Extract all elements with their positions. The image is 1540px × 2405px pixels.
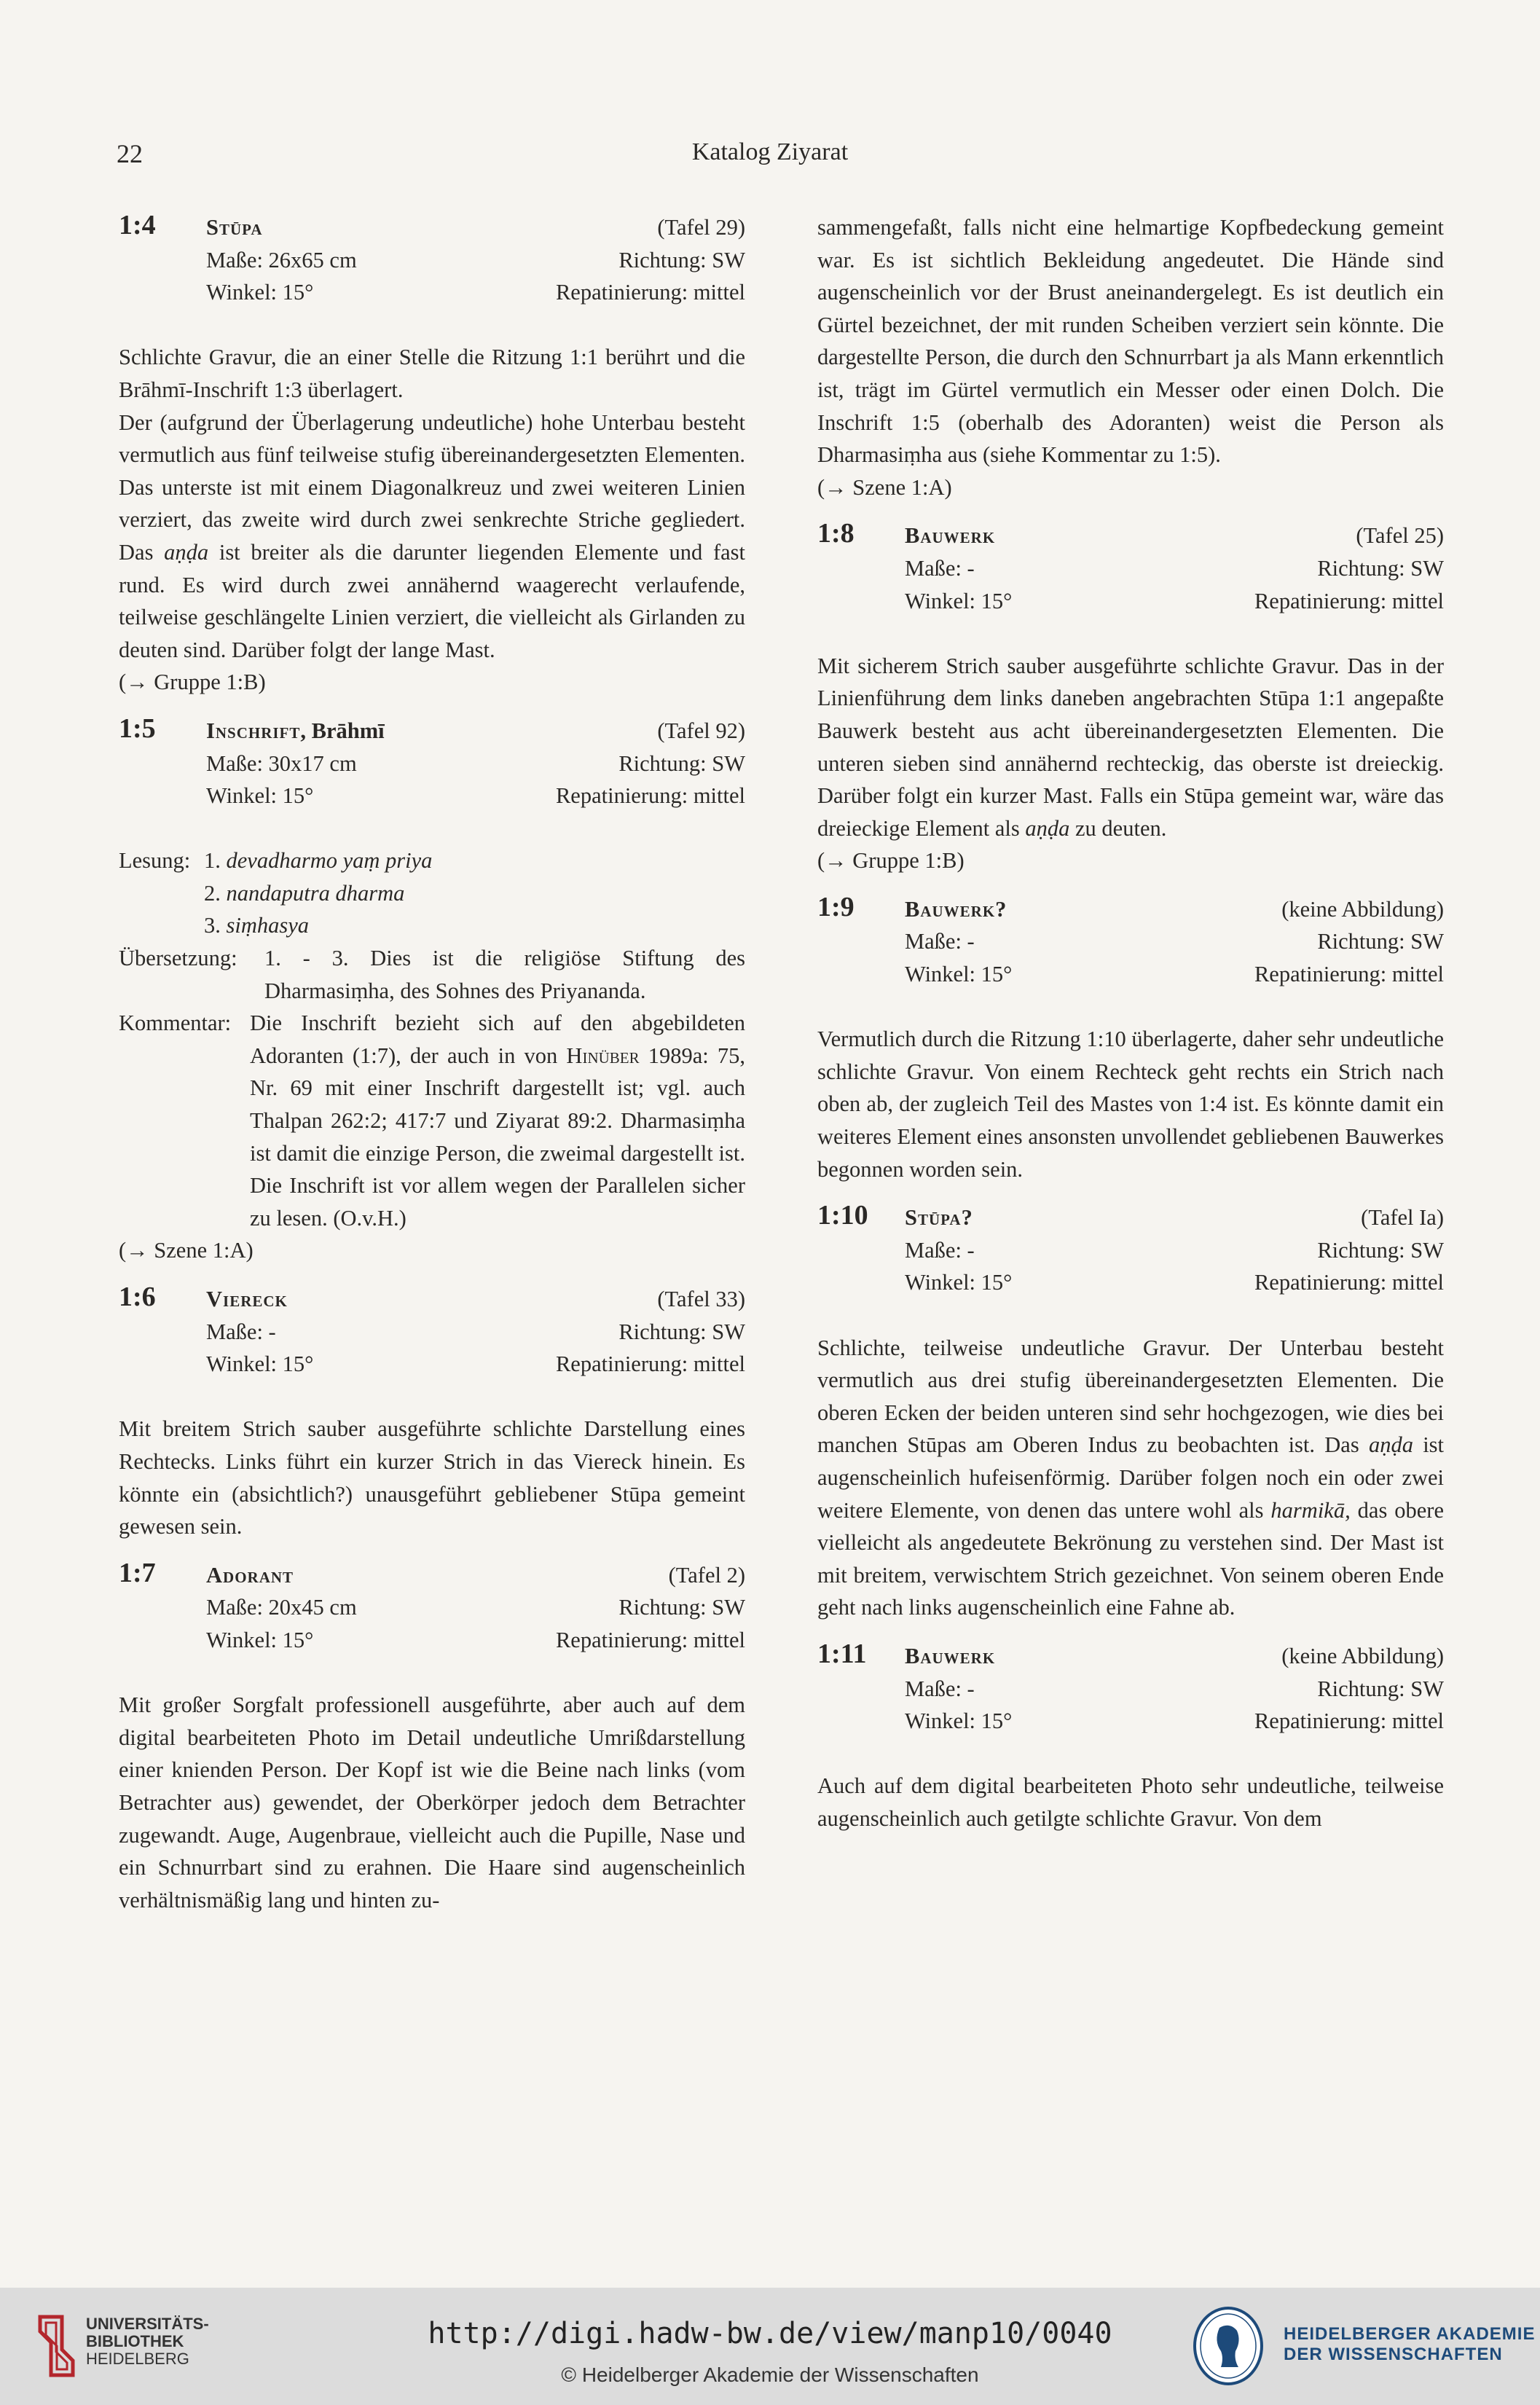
entry-title: Stūpa? [905,1205,973,1231]
entry-number: 1:7 [119,1557,156,1588]
entry-text: Schlichte Gravur, die an einer Stelle die Ritzung 1:1 berührt und die Brāhmī-Inschrift 1:3 überlagert. [119,345,745,402]
entry-size: Maße: - [905,929,975,954]
entry-plate: (keine Abbildung) [1281,1643,1444,1668]
catalog-entry [817,1640,1444,1835]
catalog-entry [817,893,1444,1185]
entry-repatination: Repatinierung: mittel [555,1627,745,1652]
copyright-notice: © Heidelberger Akademie der Wissenschaften [561,2363,979,2386]
catalog-entry [119,211,745,699]
entry-text: Vermutlich durch die Ritzung 1:10 überlagerte, daher sehr undeutliche schlichte Gravur. Von einem Rechteck geht rechts ein Strich nach oben ab, der zugleich Teil des Mastes von 1:4 ist. Es könnte damit ein weiteres Element eines ansonsten unvollendet gebliebenen Bauwerkes begonnen worden sein. [817,1027,1444,1182]
entry-title: Adorant [206,1562,294,1588]
entry-angle: Winkel: 15° [905,588,1013,613]
entry-number: 1:8 [817,518,855,549]
entry-plate: (Tafel 29) [657,215,745,240]
running-title: Katalog Ziyarat [691,138,849,165]
entry-size: Maße: - [905,1676,975,1701]
entry-number: 1:10 [817,1200,868,1231]
entry-title: Bauwerk [905,523,996,549]
entry-size: Maße: 20x45 cm [206,1595,357,1620]
permalink[interactable]: http://digi.hadw-bw.de/view/manp10/0040 [428,2317,1112,2350]
entry-angle: Winkel: 15° [206,1627,314,1652]
page-number: 22 [117,139,143,168]
entry-angle: Winkel: 15° [206,783,314,809]
entry-reference: (→ Gruppe 1:B) [817,848,965,874]
entry-direction: Richtung: SW [1317,555,1444,581]
entry-size: Maße: 30x17 cm [206,750,357,776]
entry-title: Viereck [206,1287,288,1311]
entry-plate: (Tafel 33) [657,1287,745,1311]
entry-text: Mit sicherem Strich sauber ausgeführte schlichte Gravur. Das in der Linienführung dem links daneben angebrachten Stūpa 1:1 angepaßte Bauwerk besteht aus acht übereinandergesetzten Elementen. Die unteren sieben sind annähernd rechteckig, das oberste ist dreieckig. Darüber folgt ein kurzer Mast. Falls ein Stūpa gemeint war, wäre das dreieckige Element als aṇḍa zu deuten. [817,653,1444,841]
entry-text: Mit großer Sorgfalt professionell ausgeführte, aber auch auf dem digital bearbeiteten Photo im Detail undeutliche Umrißdarstellung einer knienden Person. Der Kopf ist wie die Beine nach links (vom Betrachter aus) gewendet, der Oberkörper jedoch dem Betrachter zugewandt. Auge, Augenbraue, vielleicht auch die Pupille, Nase und ein Schnurrbart sind zu erahnen. Die Haare sind augenscheinlich verhältnismäßig lang und hinten zu- [119,1692,745,1912]
entry-title: Bauwerk [905,1643,996,1668]
commentary: Kommentar: Die Inschrift bezieht sich auf den abgebildeten Adoranten (1:7), der auch in von Hinüber 1989a: 75, Nr. 69 mit einer Inschrift dargestellt ist; vgl. auch Thalpan 262:2; 417:7 und Ziyarat 89:2. Dharmasiṃha ist damit die einzige Person, die zweimal dargestellt ist. Die Inschrift ist vor allem wegen der Parallelen sicher zu lesen. (O.v.H.) [119,1011,746,1231]
catalog-entry [817,1201,1444,1624]
entry-number: 1:5 [119,713,156,744]
entry-direction: Richtung: SW [1317,1676,1444,1701]
entry-plate: (Tafel 2) [668,1562,745,1588]
entry-number: 1:11 [817,1638,867,1669]
viewer-footer [0,2288,1540,2405]
entry-angle: Winkel: 15° [905,1270,1013,1295]
entry-direction: Richtung: SW [618,247,745,272]
translation: Übersetzung: 1. - 3. Dies ist die religiöse Stiftung des Dharmasiṃha, des Sohnes des Priyananda. [119,946,745,1003]
entry-number: 1:9 [817,891,855,922]
entry-direction: Richtung: SW [1317,1237,1444,1263]
entry-repatination: Repatinierung: mittel [1254,962,1444,987]
entry-number: 1:4 [119,210,156,240]
entry-text-continued: sammengefaßt, falls nicht eine helmartige Kopfbedeckung gemeint war. Es ist sichtlich Bekleidung angedeutet. Die Hände sind augenscheinlich vor der Brust aneinandergelegt. Es ist deutlich ein Gürtel bezeichnet, der mit runden Scheiben verziert sein könnte. Die dargestellte Person, die durch den Schnurrbart ja als Mann erkenntlich ist, trägt im Gürtel vermutlich ein Messer oder einen Dolch. Die Inschrift 1:5 (oberhalb des Adoranten) weist die Person als Dharmasiṃha aus (siehe Kommentar zu 1:5). [817,215,1444,468]
academy-name: HEIDELBERGER AKADEMIE DER WISSENSCHAFTEN [1284,2324,1536,2364]
academy-seal-icon [1192,2306,1265,2386]
right-column [817,211,1444,1835]
catalog-entry [817,519,1444,877]
entry-text: Schlichte, teilweise undeutliche Gravur. Der Unterbau besteht vermutlich aus drei stufig übereinandergesetzten Elementen. Die oberen Ecken der beiden unteren sind sehr hochgezogen, wie dies bei manchen Stūpas am Oberen Indus zu beobachten ist. Das aṇḍa ist augenscheinlich hufeisenförmig. Darüber folgen noch ein oder zwei weitere Elemente, von denen das untere wohl als harmikā, das obere vielleicht als angedeutete Bekrönung zu verstehen sind. Der Mast ist mit breitem, verwischtem Strich gezeichnet. Von seinem oberen Ende geht nach links augenscheinlich eine Fahne ab. [817,1335,1445,1620]
university-library-name: UNIVERSITÄTS- BIBLIOTHEK HEIDELBERG [86,2315,209,2368]
entry-direction: Richtung: SW [1317,929,1444,954]
catalog-entry [119,1283,745,1543]
entry-number: 1:6 [119,1282,156,1312]
entry-repatination: Repatinierung: mittel [555,1351,745,1377]
entry-title: Bauwerk? [905,896,1007,922]
entry-reference: (→ Szene 1:A) [119,1238,254,1263]
entry-angle: Winkel: 15° [206,1351,314,1377]
entry-text: Der (aufgrund der Überlagerung undeutliche) hohe Unterbau besteht vermutlich aus fünf teilweise stufig übereinandergesetzten Elementen. Das unterste ist mit einem Diagonalkreuz und zwei weiteren Linien verziert, das zweite wird durch zwei senkrechte Striche gegliedert. Das aṇḍa ist breiter als die darunter liegenden Elemente und fast rund. Es wird durch zwei annähernd waagerecht verlaufende, teilweise geschlängelte Linien verziert, die vielleicht als Girlanden zu deuten sind. Darüber folgt der lange Mast. [119,409,746,662]
entry-size: Maße: - [206,1319,276,1344]
entry-size: Maße: 26x65 cm [206,247,357,272]
reading: Lesung: 1. devadharmo yaṃ priya 2. nandaputra dharma 3. siṃhasya [119,848,433,938]
entry-plate: (Tafel 92) [657,718,745,743]
entry-reference: (→ Szene 1:A) [817,474,952,500]
entry-direction: Richtung: SW [618,750,745,776]
entry-angle: Winkel: 15° [206,280,314,305]
entry-text: Auch auf dem digital bearbeiteten Photo sehr undeutliche, teilweise augenscheinlich auch getilgte schlichte Gravur. Von dem [817,1773,1444,1831]
entry-repatination: Repatinierung: mittel [1254,1708,1444,1734]
entry-repatination: Repatinierung: mittel [555,783,745,809]
left-column [119,211,745,1916]
entry-title: Stūpa [206,215,263,240]
entry-title: Inschrift, Brāhmī [206,718,385,743]
entry-size: Maße: - [905,1237,975,1263]
catalog-entry [119,1559,745,1917]
entry-repatination: Repatinierung: mittel [555,280,745,305]
entry-reference: (→ Gruppe 1:B) [119,670,266,695]
entry-angle: Winkel: 15° [905,962,1013,987]
entry-plate: (Tafel 25) [1356,523,1444,549]
entry-direction: Richtung: SW [618,1319,745,1344]
entry-plate: (Tafel Ia) [1361,1205,1444,1231]
entry-size: Maße: - [905,555,975,581]
entry-direction: Richtung: SW [618,1595,745,1620]
catalog-entry [119,715,745,1267]
entry-repatination: Repatinierung: mittel [1254,1270,1444,1295]
entry-repatination: Repatinierung: mittel [1254,588,1444,613]
entry-text: Mit breitem Strich sauber ausgeführte schlichte Darstellung eines Rechtecks. Links führt ein kurzer Strich in das Viereck hinein. Es könnte ein (absichtlich?) unausgeführt gebliebener Stūpa gemeint gewesen sein. [119,1416,745,1539]
entry-plate: (keine Abbildung) [1281,896,1444,922]
entry-angle: Winkel: 15° [905,1708,1013,1734]
